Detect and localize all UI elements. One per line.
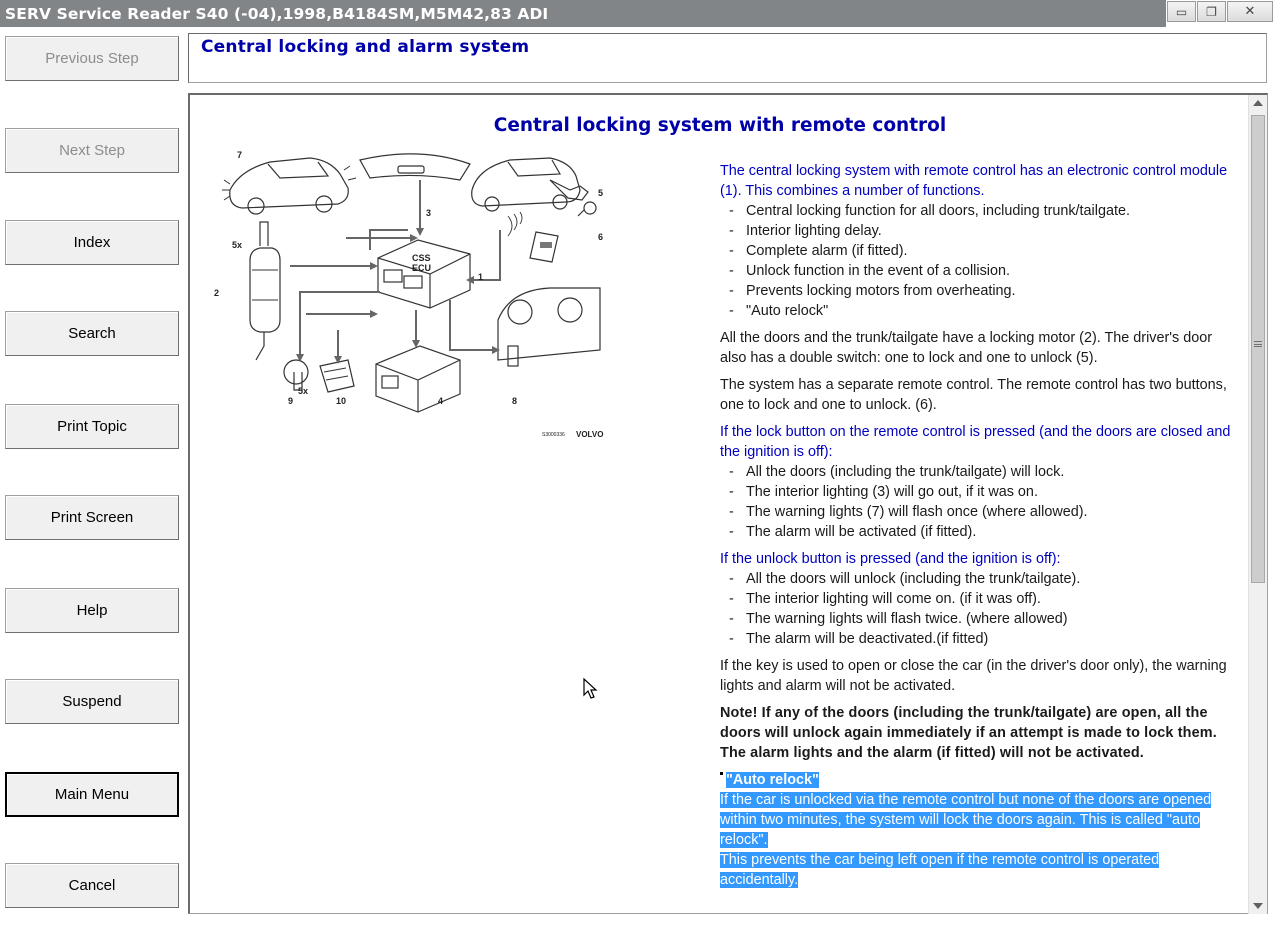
list-item: - All the doors will unlock (including the trunk/tailgate). [720, 569, 1240, 589]
intro-paragraph: The central locking system with remote control has an electronic control module (1). This combines a number of functions. [720, 163, 1228, 199]
diagram-label-8: 8 [512, 396, 518, 406]
diagram-label-5x-b: 5x [298, 386, 309, 396]
key-paragraph: If the key is used to open or close the car (in the driver's door only), the warning lights and alarm will not be activated. [720, 658, 1227, 694]
list-item: - The interior lighting (3) will go out, if it was on. [720, 482, 1240, 502]
unlock-list [720, 569, 1240, 649]
central-locking-diagram [214, 150, 632, 440]
restore-button[interactable] [1197, 1, 1226, 22]
remote-paragraph: The system has a separate remote control. The remote control has two buttons, one to lock and one to unlock. (6). [720, 377, 1227, 413]
help-button[interactable]: Help [5, 588, 179, 633]
index-button[interactable]: Index [5, 220, 179, 265]
lock-heading: If the lock button on the remote control is pressed (and the doors are closed and the ignition is off): [720, 424, 1231, 460]
motors-paragraph: All the doors and the trunk/tailgate have a locking motor (2). The driver's door also has a double switch: one to lock and one to unlock (5). [720, 330, 1213, 366]
document-title: Central locking system with remote control [493, 115, 947, 136]
document-body [720, 161, 1240, 890]
suspend-button[interactable]: Suspend [5, 679, 179, 724]
window-title: SERV Service Reader S40 (-04),1998,B4184SM,M5M42,83 ADI [5, 5, 549, 23]
auto-relock-text-1: If the car is unlocked via the remote control but none of the doors are opened within two minutes, the system will lock the doors again. This is called "auto relock". [720, 792, 1212, 848]
list-item: - The alarm will be activated (if fitted). [720, 522, 1240, 542]
search-button[interactable]: Search [5, 311, 179, 356]
note-text-1: Note! If any of the doors (including the trunk/tailgate) are open, all the doors will unlock again immediately if an attempt is made to lock them. [720, 705, 1217, 741]
topic-title: Central locking and alarm system [201, 37, 530, 57]
auto-relock-section[interactable] [720, 770, 1240, 890]
diagram-label-4: 4 [438, 396, 444, 406]
topic-header [188, 33, 1267, 83]
previous-step-button[interactable]: Previous Step [5, 36, 179, 81]
print-screen-button[interactable]: Print Screen [5, 495, 179, 540]
minimize-icon: ▭ [1175, 4, 1188, 19]
auto-relock-text-2: This prevents the car being left open if the remote control is operated accidentally. [720, 852, 1160, 888]
minimize-button[interactable] [1167, 1, 1196, 22]
diagram-label-5: 5 [598, 188, 604, 198]
list-item: - Interior lighting delay. [720, 221, 1240, 241]
note-block [720, 703, 1240, 763]
note-text-2: The alarm lights and the alarm (if fitted) will not be activated. [720, 745, 1144, 761]
list-item: - The interior lighting will come on. (if it was off). [720, 589, 1240, 609]
unlock-heading: If the unlock button is pressed (and the ignition is off): [720, 551, 1061, 567]
diagram-label-3: 3 [426, 208, 432, 218]
diagram-label-9: 9 [288, 396, 294, 406]
close-button[interactable] [1227, 1, 1273, 22]
scroll-up-icon[interactable] [1253, 100, 1263, 106]
window-controls [1166, 0, 1275, 27]
next-step-button[interactable]: Next Step [5, 128, 179, 173]
document-pane[interactable] [188, 93, 1268, 914]
window-titlebar[interactable] [0, 0, 1275, 27]
close-icon: ✕ [1244, 4, 1256, 19]
vertical-scrollbar[interactable] [1248, 95, 1267, 914]
mouse-cursor-icon [583, 678, 597, 700]
diagram-label-1: 1 [478, 272, 484, 282]
main-menu-button[interactable]: Main Menu [5, 772, 179, 817]
grip-icon [1254, 341, 1262, 347]
list-item: - All the doors (including the trunk/tailgate) will lock. [720, 462, 1240, 482]
volvo-logo: VOLVO [576, 430, 604, 439]
list-item: - "Auto relock" [720, 301, 1240, 321]
list-item: - The alarm will be deactivated.(if fitted) [720, 629, 1240, 649]
diagram-box-css: CSS [412, 253, 431, 263]
scroll-down-icon[interactable] [1253, 903, 1263, 909]
bullet-icon [720, 772, 723, 775]
list-item: - Prevents locking motors from overheating. [720, 281, 1240, 301]
auto-relock-heading: "Auto relock" [726, 772, 819, 788]
scroll-thumb[interactable] [1251, 115, 1265, 583]
diagram-label-7: 7 [237, 150, 243, 160]
functions-list [720, 201, 1240, 321]
print-topic-button[interactable]: Print Topic [5, 404, 179, 449]
diagram-label-5x-a: 5x [232, 240, 243, 250]
restore-icon: ❐ [1206, 4, 1217, 19]
diagram-label-2: 2 [214, 288, 220, 298]
list-item: - Complete alarm (if fitted). [720, 241, 1240, 261]
diagram-box-ecu: ECU [412, 263, 432, 273]
diagram-label-6: 6 [598, 232, 604, 242]
diagram-label-10: 10 [336, 396, 347, 406]
lock-list [720, 462, 1240, 542]
list-item: - The warning lights (7) will flash once (where allowed). [720, 502, 1240, 522]
cancel-button[interactable]: Cancel [5, 863, 179, 908]
list-item: - Central locking function for all doors, including trunk/tailgate. [720, 201, 1240, 221]
list-item: - Unlock function in the event of a collision. [720, 261, 1240, 281]
list-item: - The warning lights will flash twice. (where allowed) [720, 609, 1240, 629]
diagram-ref-code: S3000336 [542, 432, 565, 438]
